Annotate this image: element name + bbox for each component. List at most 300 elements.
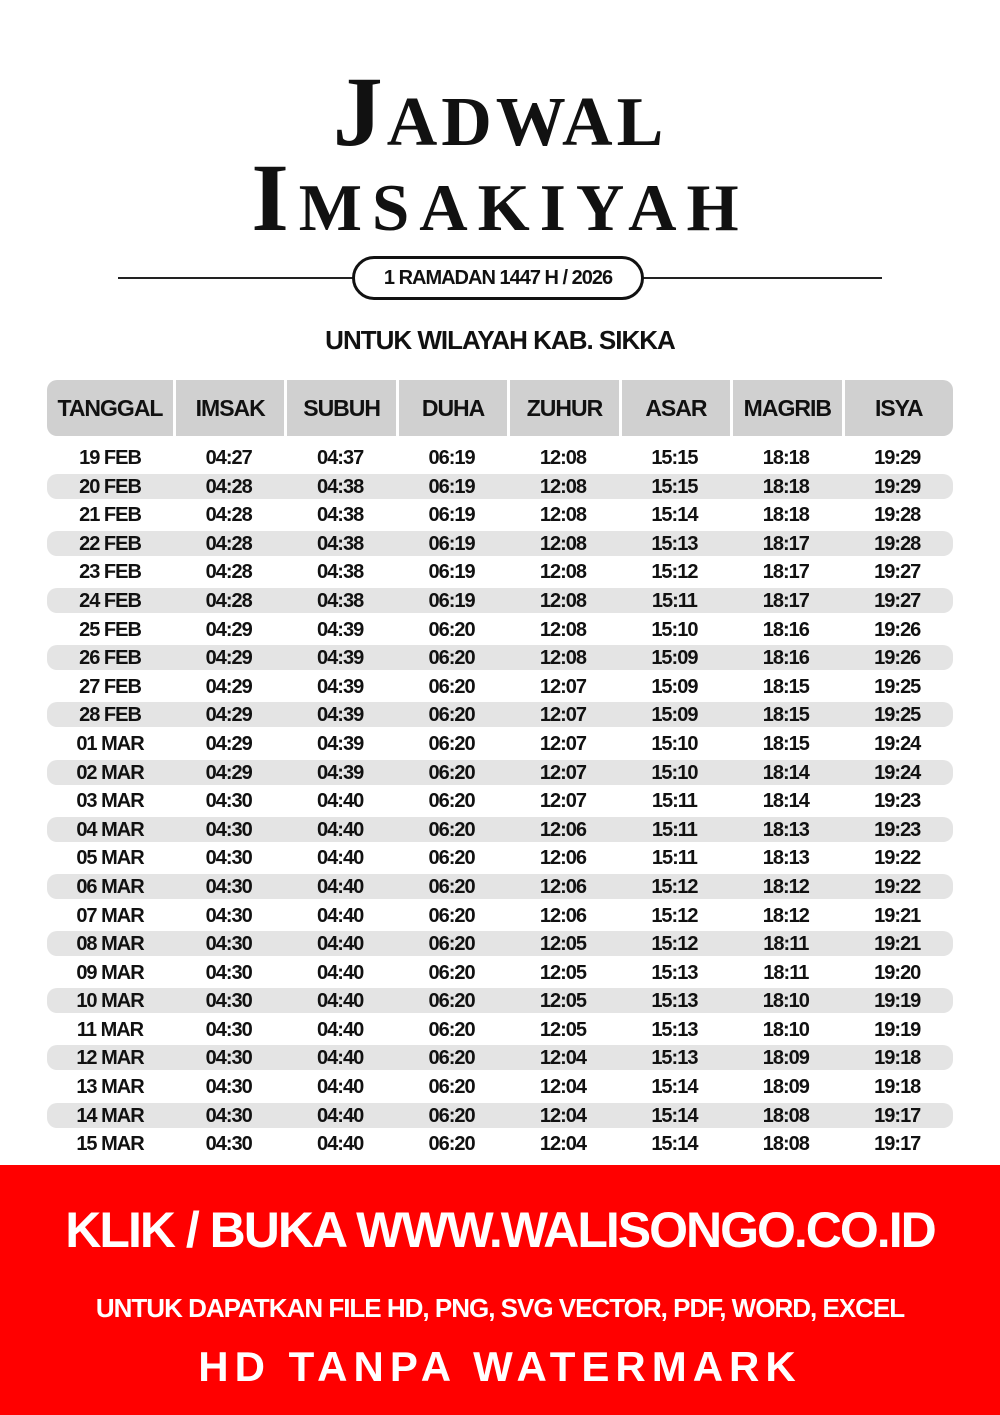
cell-value: 19:22	[874, 875, 921, 898]
cell-value: 12:05	[539, 990, 587, 1013]
cell-value: 04:39	[317, 618, 364, 641]
cell-value: 19:17	[874, 1133, 921, 1156]
table-row	[47, 1074, 953, 1099]
cell-asar	[619, 1074, 730, 1099]
cell-value: 12:08	[539, 589, 587, 612]
cell-value: 06:20	[428, 618, 475, 641]
cell-value: 28 FEB	[79, 704, 141, 727]
cell-value: 02 MAR	[76, 761, 144, 784]
cell-isya	[842, 445, 953, 470]
cell-asar	[619, 931, 730, 956]
cell-duha	[396, 1074, 507, 1099]
cell-value: 18:17	[762, 561, 809, 584]
cell-subuh	[284, 559, 395, 584]
cell-magrib	[730, 988, 841, 1013]
cell-value: 04:30	[205, 1104, 252, 1127]
cell-magrib	[730, 903, 841, 928]
cell-value: 08 MAR	[76, 933, 144, 956]
table-row	[47, 559, 953, 584]
cell-value: 04:30	[205, 818, 252, 841]
cell-duha	[396, 788, 507, 813]
cell-zuhur	[507, 588, 618, 613]
column-header-zuhur	[510, 380, 618, 436]
cell-subuh	[284, 645, 395, 670]
cell-value: 06:20	[428, 704, 475, 727]
cell-value: 22 FEB	[79, 532, 141, 555]
column-header-subuh	[287, 380, 395, 436]
cell-value: 18:14	[762, 761, 809, 784]
cell-value: 27 FEB	[79, 675, 141, 698]
cell-value: 15:13	[651, 1047, 698, 1070]
cell-magrib	[730, 731, 841, 756]
cell-value: 04:30	[205, 904, 252, 927]
cell-value: 06:19	[428, 475, 475, 498]
cell-value: 25 FEB	[79, 618, 141, 641]
table-row	[47, 502, 953, 527]
table-row	[47, 1103, 953, 1128]
cell-value: 18:13	[762, 847, 809, 870]
cell-value: 19:17	[874, 1104, 921, 1127]
cell-value: 19:29	[874, 447, 921, 469]
cell-asar	[619, 588, 730, 613]
cell-value: 15:13	[651, 990, 698, 1013]
cell-imsak	[173, 1017, 284, 1042]
cell-value: 04:39	[317, 647, 364, 670]
cell-value: 12:05	[539, 933, 587, 956]
cell-isya	[842, 531, 953, 556]
cell-value: 06:20	[428, 761, 475, 784]
cell-value: 06:20	[428, 790, 475, 813]
cell-value: 12:04	[539, 1076, 587, 1099]
cell-subuh	[284, 1131, 395, 1156]
cell-duha	[396, 1017, 507, 1042]
cell-value: 20 FEB	[79, 475, 141, 498]
table-row	[47, 1131, 953, 1156]
cell-asar	[619, 531, 730, 556]
table-header	[47, 380, 953, 436]
cell-value: 04:38	[317, 589, 364, 612]
cell-value: 06 MAR	[76, 875, 144, 898]
cell-tanggal	[47, 1103, 173, 1128]
cell-subuh	[284, 731, 395, 756]
cell-duha	[396, 1131, 507, 1156]
cell-value: 06:19	[428, 532, 475, 555]
cell-value: 04:39	[317, 761, 364, 784]
cell-imsak	[173, 502, 284, 527]
cell-isya	[842, 960, 953, 985]
cell-value: 04:30	[205, 990, 252, 1013]
cell-value: 19:19	[874, 1018, 921, 1041]
cell-value: 04:39	[317, 704, 364, 727]
table-row	[47, 760, 953, 785]
cell-value: 05 MAR	[76, 847, 144, 870]
cell-magrib	[730, 817, 841, 842]
cell-value: 19:25	[874, 704, 921, 727]
cell-value: 06:20	[428, 1133, 475, 1156]
cell-imsak	[173, 674, 284, 699]
cell-value: 18:09	[762, 1076, 809, 1099]
cell-value: 19:24	[874, 732, 921, 755]
cell-imsak	[173, 559, 284, 584]
divider-left	[118, 277, 358, 279]
cell-subuh	[284, 1045, 395, 1070]
cell-zuhur	[507, 1017, 618, 1042]
banner-subtext: UNTUK DAPATKAN FILE HD, PNG, SVG VECTOR, PDF, WORD, EXCEL	[95, 1293, 905, 1323]
cell-value: 15:10	[651, 618, 698, 641]
cell-value: 15:09	[651, 647, 698, 670]
cell-imsak	[173, 1045, 284, 1070]
cell-value: 18:15	[762, 732, 809, 755]
cell-asar	[619, 788, 730, 813]
cell-magrib	[730, 674, 841, 699]
cell-value: 04:30	[205, 933, 252, 956]
cell-duha	[396, 531, 507, 556]
cell-value: 19:19	[874, 990, 921, 1013]
cell-magrib	[730, 1074, 841, 1099]
cell-value: 04:40	[317, 933, 364, 956]
column-header-magrib	[733, 380, 841, 436]
cell-imsak	[173, 760, 284, 785]
cell-subuh	[284, 674, 395, 699]
cell-value: 04:30	[205, 1076, 252, 1099]
table-body	[47, 445, 953, 1160]
cell-subuh	[284, 588, 395, 613]
cell-imsak	[173, 617, 284, 642]
cell-zuhur	[507, 674, 618, 699]
cell-value: 04:40	[317, 1104, 364, 1127]
cell-value: 15:14	[651, 1104, 698, 1127]
cell-asar	[619, 960, 730, 985]
cell-value: 04:30	[205, 1018, 252, 1041]
cell-tanggal	[47, 674, 173, 699]
cell-value: 18:18	[762, 475, 809, 498]
cell-value: 15:14	[651, 504, 698, 527]
cell-isya	[842, 617, 953, 642]
cell-subuh	[284, 1074, 395, 1099]
cell-value: 12:04	[539, 1133, 587, 1156]
cell-isya	[842, 874, 953, 899]
cell-value: 15:11	[651, 589, 697, 612]
column-header-label: TANGGAL	[57, 395, 163, 421]
title-jadwal: Jadwal	[332, 56, 668, 167]
cell-zuhur	[507, 731, 618, 756]
cell-value: 12:06	[539, 847, 587, 870]
cell-value: 19:18	[874, 1076, 921, 1099]
table-row	[47, 445, 953, 470]
cell-zuhur	[507, 760, 618, 785]
banner-link-text[interactable]: KLIK / BUKA WWW.WALISONGO.CO.ID	[65, 1202, 935, 1258]
cell-zuhur	[507, 817, 618, 842]
cell-subuh	[284, 531, 395, 556]
cell-magrib	[730, 1017, 841, 1042]
cell-isya	[842, 1103, 953, 1128]
cell-value: 12:08	[539, 618, 587, 641]
cell-magrib	[730, 788, 841, 813]
cell-duha	[396, 474, 507, 499]
table-row	[47, 960, 953, 985]
divider-right	[640, 277, 882, 279]
cell-isya	[842, 702, 953, 727]
cell-value: 04 MAR	[76, 818, 144, 841]
cell-duha	[396, 645, 507, 670]
cell-zuhur	[507, 474, 618, 499]
cell-isya	[842, 474, 953, 499]
cell-zuhur	[507, 1074, 618, 1099]
cell-magrib	[730, 531, 841, 556]
cell-subuh	[284, 845, 395, 870]
cell-value: 03 MAR	[76, 790, 144, 813]
table-row	[47, 588, 953, 613]
cell-value: 04:28	[205, 504, 252, 527]
subtitle: 1 RAMADAN 1447 H / 2026	[383, 267, 613, 289]
table-row	[47, 1017, 953, 1042]
cell-value: 06:19	[428, 504, 475, 527]
cell-value: 04:40	[317, 1076, 364, 1099]
cell-value: 06:20	[428, 1104, 475, 1127]
cell-value: 04:30	[205, 961, 252, 984]
cell-duha	[396, 674, 507, 699]
cell-isya	[842, 1131, 953, 1156]
cell-value: 04:30	[205, 1047, 252, 1070]
cell-value: 04:30	[205, 875, 252, 898]
cell-value: 15:14	[651, 1133, 698, 1156]
cell-value: 04:40	[317, 961, 364, 984]
cell-value: 21 FEB	[79, 504, 141, 527]
cell-value: 18:15	[762, 704, 809, 727]
cell-value: 15:11	[651, 790, 697, 813]
cell-value: 04:40	[317, 1018, 364, 1041]
cell-magrib	[730, 502, 841, 527]
cell-value: 06:20	[428, 933, 475, 956]
cell-value: 18:16	[762, 647, 809, 670]
cell-imsak	[173, 931, 284, 956]
table-row	[47, 1045, 953, 1070]
cell-value: 15:11	[651, 847, 697, 870]
cell-imsak	[173, 731, 284, 756]
table-row	[47, 988, 953, 1013]
cell-tanggal	[47, 731, 173, 756]
cell-duha	[396, 874, 507, 899]
column-header-isya	[845, 380, 953, 436]
cell-value: 12:07	[539, 704, 587, 727]
cell-tanggal	[47, 702, 173, 727]
cell-asar	[619, 617, 730, 642]
cell-magrib	[730, 931, 841, 956]
cell-value: 18:17	[762, 532, 809, 555]
cell-value: 18:14	[762, 790, 809, 813]
cell-value: 15:12	[651, 561, 698, 584]
cell-value: 04:30	[205, 847, 252, 870]
cell-value: 18:18	[762, 504, 809, 527]
cell-zuhur	[507, 960, 618, 985]
cell-value: 12:08	[539, 475, 587, 498]
cell-isya	[842, 731, 953, 756]
cell-subuh	[284, 960, 395, 985]
cell-value: 06:20	[428, 875, 475, 898]
table-row	[47, 903, 953, 928]
cell-asar	[619, 988, 730, 1013]
table-row	[47, 617, 953, 642]
cell-value: 19:28	[874, 532, 921, 555]
table-row	[47, 645, 953, 670]
cell-magrib	[730, 445, 841, 470]
cell-magrib	[730, 1045, 841, 1070]
cell-value: 19:26	[874, 647, 921, 670]
cell-value: 04:38	[317, 504, 364, 527]
cell-value: 06:20	[428, 732, 475, 755]
cell-imsak	[173, 845, 284, 870]
cell-asar	[619, 874, 730, 899]
cell-value: 19:23	[874, 818, 921, 841]
cell-zuhur	[507, 788, 618, 813]
cell-value: 15:13	[651, 1018, 698, 1041]
cell-value: 15:10	[651, 732, 698, 755]
cell-isya	[842, 788, 953, 813]
cell-value: 15:10	[651, 761, 698, 784]
column-header-asar	[622, 380, 730, 436]
column-header-label: IMSAK	[195, 395, 265, 421]
cell-zuhur	[507, 845, 618, 870]
cell-value: 19:20	[874, 961, 921, 984]
cell-asar	[619, 1131, 730, 1156]
promo-banner[interactable]	[0, 1165, 1000, 1415]
banner-line-3	[0, 1340, 1000, 1394]
cell-asar	[619, 502, 730, 527]
cell-imsak	[173, 1103, 284, 1128]
cell-value: 18:15	[762, 675, 809, 698]
cell-subuh	[284, 1103, 395, 1128]
cell-value: 12:05	[539, 961, 587, 984]
cell-duha	[396, 502, 507, 527]
cell-magrib	[730, 1103, 841, 1128]
cell-value: 15:09	[651, 675, 698, 698]
cell-value: 04:29	[205, 732, 252, 755]
cell-imsak	[173, 474, 284, 499]
cell-value: 26 FEB	[79, 647, 141, 670]
cell-asar	[619, 445, 730, 470]
table-row	[47, 845, 953, 870]
cell-duha	[396, 588, 507, 613]
cell-magrib	[730, 474, 841, 499]
cell-value: 06:20	[428, 847, 475, 870]
cell-asar	[619, 702, 730, 727]
cell-value: 19:27	[874, 561, 921, 584]
cell-magrib	[730, 645, 841, 670]
cell-isya	[842, 502, 953, 527]
cell-value: 04:29	[205, 647, 252, 670]
cell-value: 18:10	[762, 990, 809, 1013]
subtitle-pill	[352, 256, 644, 300]
cell-isya	[842, 760, 953, 785]
cell-zuhur	[507, 531, 618, 556]
table-row	[47, 817, 953, 842]
cell-tanggal	[47, 1045, 173, 1070]
cell-duha	[396, 559, 507, 584]
column-header-label: ASAR	[645, 395, 707, 421]
cell-value: 04:40	[317, 818, 364, 841]
cell-value: 19:28	[874, 504, 921, 527]
cell-duha	[396, 1045, 507, 1070]
cell-subuh	[284, 903, 395, 928]
cell-tanggal	[47, 445, 173, 470]
cell-value: 06:20	[428, 1047, 475, 1070]
cell-value: 09 MAR	[76, 961, 144, 984]
cell-tanggal	[47, 502, 173, 527]
table-row	[47, 874, 953, 899]
table-row	[47, 931, 953, 956]
cell-imsak	[173, 874, 284, 899]
cell-value: 06:20	[428, 990, 475, 1013]
cell-value: 06:20	[428, 675, 475, 698]
cell-isya	[842, 559, 953, 584]
cell-magrib	[730, 559, 841, 584]
cell-zuhur	[507, 1045, 618, 1070]
cell-zuhur	[507, 617, 618, 642]
table-row	[47, 788, 953, 813]
cell-value: 24 FEB	[79, 589, 141, 612]
cell-isya	[842, 588, 953, 613]
cell-value: 12:08	[539, 532, 587, 555]
title-imsakiyah: Imsakiyah	[251, 144, 749, 251]
cell-value: 07 MAR	[76, 904, 144, 927]
cell-duha	[396, 445, 507, 470]
cell-value: 04:28	[205, 561, 252, 584]
cell-tanggal	[47, 931, 173, 956]
cell-imsak	[173, 988, 284, 1013]
cell-value: 15:14	[651, 1076, 698, 1099]
cell-value: 06:20	[428, 961, 475, 984]
cell-value: 12:04	[539, 1047, 587, 1070]
cell-duha	[396, 903, 507, 928]
cell-subuh	[284, 502, 395, 527]
cell-tanggal	[47, 1074, 173, 1099]
cell-value: 18:08	[762, 1104, 809, 1127]
column-header-label: ZUHUR	[526, 395, 603, 421]
cell-value: 04:28	[205, 532, 252, 555]
column-header-label: MAGRIB	[743, 395, 831, 421]
column-header-label: ISYA	[874, 395, 923, 421]
cell-isya	[842, 645, 953, 670]
cell-value: 06:20	[428, 818, 475, 841]
cell-duha	[396, 731, 507, 756]
cell-asar	[619, 760, 730, 785]
cell-value: 19:21	[874, 904, 921, 927]
cell-tanggal	[47, 1131, 173, 1156]
cell-value: 11 MAR	[76, 1018, 144, 1041]
banner-line-1[interactable]	[0, 1195, 1000, 1265]
cell-subuh	[284, 445, 395, 470]
cell-zuhur	[507, 903, 618, 928]
cell-value: 06:20	[428, 904, 475, 927]
cell-imsak	[173, 702, 284, 727]
cell-value: 15:09	[651, 704, 698, 727]
cell-value: 04:29	[205, 618, 252, 641]
cell-magrib	[730, 845, 841, 870]
cell-imsak	[173, 960, 284, 985]
cell-subuh	[284, 474, 395, 499]
cell-imsak	[173, 531, 284, 556]
cell-value: 15:15	[651, 475, 698, 498]
cell-zuhur	[507, 874, 618, 899]
cell-value: 12 MAR	[76, 1047, 144, 1070]
cell-value: 18:12	[762, 904, 809, 927]
cell-value: 04:29	[205, 675, 252, 698]
cell-value: 12:08	[539, 561, 587, 584]
column-header-imsak	[176, 380, 284, 436]
cell-subuh	[284, 617, 395, 642]
cell-value: 18:11	[763, 961, 809, 984]
cell-value: 04:38	[317, 475, 364, 498]
